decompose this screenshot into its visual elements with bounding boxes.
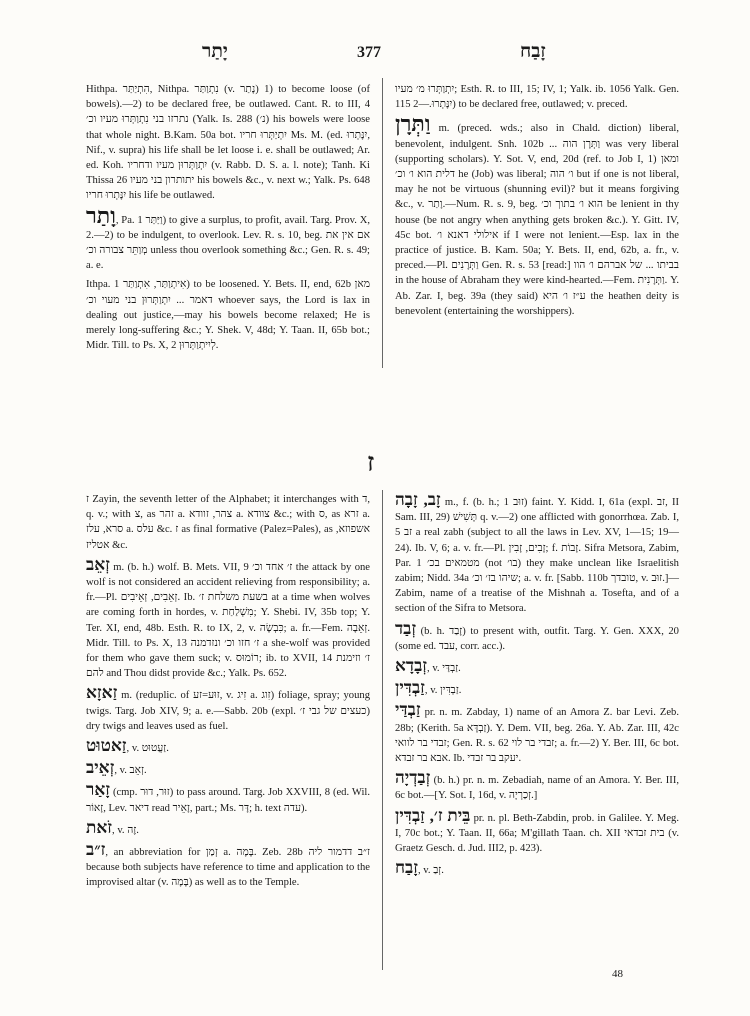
column-divider-top [382, 78, 383, 368]
signature-mark: 48 [612, 968, 623, 980]
entry-zabad [395, 618, 679, 654]
entry-text: m. (b. h.) wolf. B. Mets. VII, 9 ז׳ אחד וכ׳ the attack by one wolf is not considered an accident relieving from responsibility; a. fr.—Pl. זְאֵבִים, זְאֵיבִים. Ib. בשעת משלחת ז׳ at a time when wolves are coming forth in hordes, v. מִשְׁלַחַת; Y. Shebi. IV, 35b top; Y. Ter. XI, end, 48b. Esth. R. to IX, 2, v. כִּבְשָׂה; a. fr.—Fem. זְאֵבָה. Midr. Till. to Ps. X, 13 ז׳ חזו וכ׳ ונזדמנה a she-wolf was provided for them who gave them suck; v. רוֹמוּס; ib. to XVII, 14 ז׳ וזימנת להם and Thou didst provide &c.; Yalk. Ps. 652. [86, 561, 371, 680]
entry-vatran [395, 111, 680, 319]
headword: זַבְדִּין [395, 678, 425, 698]
column-bottom-right [395, 492, 679, 882]
headword: בֵּית ז׳, זַבְדִּין [395, 805, 471, 825]
entry-text: pr. n. m. Zabday, 1) name of an Amora Z. bar Levi. Zeb. 28b; (Kerith. 5a זַבְדָּא). Y. Dem. VII, beg. 26a. Y. Ab. Zar. III, 42c זבדי בר לוואי; Gen. R. s. 62 זבדי בר לוי; a. fr.—2) Y. Ber. III, 6c bot. אבא בר זבדא. Ib. יעקב בר זבדי. [395, 707, 680, 765]
entry-zabah [395, 860, 679, 878]
entry-zaza [86, 685, 370, 734]
headword: זְבַד [395, 618, 417, 638]
headword: זָבַח [395, 858, 418, 878]
entry-vatar [86, 202, 371, 274]
headword: זְבָדָא [395, 656, 428, 676]
entry-zebada [395, 658, 679, 676]
headword: זְאֵב [86, 554, 110, 574]
entry-text: , Pa. וַיַּתַּר 1) to give a surplus, to profit, avail. Targ. Prov. X, 2.—2) to be indulgent, to overlook. Lev. R. s. 10, beg. אם אין את מְוַתֵּר צבורה וכ׳ unless thou overlook something &c.; Gen. R. s. 49; a. e. [86, 214, 371, 272]
entry-text: , v. זֶה. [112, 824, 139, 836]
entry-text: , v. זַעֲטוּט. [126, 743, 169, 755]
entry-zot [86, 817, 370, 838]
entry-text: , v. זְבַ. [418, 865, 444, 877]
entry-zav [395, 492, 679, 617]
entry-zabdai [395, 702, 679, 766]
entry-zayin: ז Zayin, the seventh letter of the Alphabet; it interchanges with ד, q. v.; with צ, as זהר a. צהר, זוודא a. צוודא &c.; with ס, as זרא a. סרא, עלז a. עלס &c. ז as final formative (Palez=Pales), as אשפוזא, אטליז &c. [86, 494, 370, 551]
entry-zeev [86, 554, 371, 682]
entry-zaiv [86, 760, 370, 778]
entry-hithpa: Hithpa. הִתְיַתַּר, Nithpa. נִתְוַתַּר (v. נָתַר) 1) to become loose (of bowels).—2) to be declared free, be outlawed. Cant. R. to III, 4 נתרזו בני נִתְוַתְּרוּ מעיו וכ׳ (Yalk. Is. 288 (נ׳) his bowels were loose that whole night. B.Kam. 50a bot. יִתְיַתְּרוּ חריו Ms. M. (ed. יִנָּתְרוּ, Nif., v. supra) his life shall be let loose i. e. shall be outlawed; Ar. ed. Koh. יִתְוַתְּרוּן מעיו ודחריו (v. Rabb. D. S. a. l. note); Tanh. Ki Thissa 26 יתותרון בני מעיו his bowels &c., v. next w.; Yalk. Ps. 648 יִנָּתְרוּ חריו his life be outlawed. [86, 84, 370, 202]
headword: זְאֵיב [86, 758, 115, 778]
column-top-left [86, 82, 370, 357]
headword: ז״ב [86, 840, 106, 860]
entry-continuation: יִתְוַתְּרוּ מ׳ מעיו; Esth. R. to III, 15; IV, 1; Yalk. ib. 1056 Yalk. Gen. 115 יִנָּתְרוּ.—2) to be declared free, outlawed; v. preced. [395, 84, 679, 111]
entry-text: m. (reduplic. of זוּע=זע, v. זִיג a. זִוג) foliage, spray; young twigs. Targ. Job XIV, 9; a. e.—Sabb. 20b (expl. כעצים של גבי ז׳) dry twigs and leaves used as fuel. [86, 690, 371, 732]
headword: זַבְדַּי [395, 700, 421, 720]
entry-text: m. (preced. wds.; also in Chald. diction) liberal, benevolent, indulgent. Snh. 102b ... וַתְּרָן הוה was very liberal (supporting scholars). Y. Sot. V, end, 20d (ref. to Job I, 1) ומאן דלית הוא ו׳ וכ׳ he (Job) was liberal; ו׳ הוה but if one is not liberal, may he not be virtuous (shunning evil)? but it means forgiving &c., v. וָתַר.—Num. R. s. 9, beg. הוא ו׳ בתוך וכ׳ be lenient in thy house (be not angry when anything gets broken &c.). Y. Gitt. IV, 45c bot. אילולי דאנא ו׳ if I were not lenient.—Esp. lax in the practice of justice. B. Kam. 50a; Y. Bets. II, end, 62b, a. fr., v. preced.—Pl. וַתְּרָנִים Gen. R. s. 53 [read:] בביתו ... של אברהם ו׳ הוו in the house of Abraham they were kind-hearted.—Fem. וַתְּרָנִית. Y. Ab. Zar. I, beg. 39a (they said) ע״ז ו׳ היא the heathen deity is benevolent (entertaining the worshippers). [395, 123, 680, 317]
running-head-right: זָבַח [520, 40, 546, 62]
entry-zaar [86, 782, 370, 815]
entry-text: (b. h.) pr. n. m. Zebadiah, name of an Amora. Y. Ber. III, 6c bot.—[Y. Sot. I, 16d, v. זְכַרְיָה.] [395, 775, 679, 802]
entry-text: , v. זַבְדִּין. [424, 685, 462, 697]
entry-zb [86, 842, 370, 891]
headword: זָאַר [86, 780, 111, 800]
entry-zebadya [395, 770, 679, 803]
headword: זָב, זָבָה [395, 490, 441, 509]
page-number: 377 [357, 44, 381, 61]
entry-text: (cmp. זוּר, דוּר) to pass around. Targ. Job XXVIII, 8 (ed. Wil. זָאוֹר, Lev. דיאר read זָאֵיר, part.; Ms. דָּר; h. text עדה). [86, 787, 370, 814]
entry-text: , v. זַבְדַּי. [427, 663, 461, 675]
headword: וַתְּרָן [395, 111, 431, 137]
headword: זֹאת [86, 817, 113, 837]
running-head-left: יָתַר [202, 40, 228, 62]
column-bottom-left [86, 492, 370, 895]
headword: וָתַר [86, 202, 116, 228]
entry-ithpa: Ithpa. אִיתְוַתַּר, אִתְוַתַּר 1) to be loosened. Y. Bets. II, end, 62b מאן דאמר ... יִתְוַתְּרוּן בני מעוי וכ׳ whoever says, the Lord is lax in dealing out justice,—may his bowels become relaxed; He is merely long-suffering &c.; Y. Shek. V, 48d; Y. Taan. II, 65b bot.; Midr. Till. to Ps. X, 2 לְיִיתְוַתְּרוּן. [86, 279, 370, 352]
headword: זַאטוּט [86, 736, 127, 756]
entry-text: (b. h. זָבַד) to present with, outfit. Targ. Y. Gen. XXX, 20 (some ed. עבד, corr. acc.). [395, 625, 679, 652]
entry-text: m., f. (b. h.; זוּב 1) faint. Y. Kidd. I, 61a (expl. זב, II Sam. III, 29) תָּשִׁישׁ q. v.—2) one afflicted with gonorrhœa. Zab. I, 5 זב a real zabh (subject to all the laws in Lev. XV, 1—15; 19—24). Ib. V, 6; a. v. fr.—Pl. זָבִים, זָבִין; f. זָבוֹת. Sifra Metsora, Zabim, Par. 1 מטמאים בכ׳ (not בו׳) they make unclean like Israelitish zabim; Nidd. 34a שיהו בז׳ וכ׳; a. v. fr. [Sabb. 110b טובדך, v. זוּב.]—Zabim, name of a treatise of the Mishnah a. Tosefta, and of a section of the Sifra to Metsora. [395, 497, 680, 615]
entry-text: , v. זְאֵב. [114, 765, 147, 777]
entry-zebadin [395, 680, 679, 698]
section-letter: ז [367, 448, 375, 478]
headword: זְבַדְיָה [395, 768, 431, 788]
entry-text: , an abbreviation for זְמַן a. בָּמָה. Zeb. 28b ז״ב דדמור ליה because both subjects have reference to time and application to the improvised altar (v. בָּמָה) as well as to the Temple. [86, 847, 370, 889]
entry-bethzabdin [395, 805, 679, 857]
column-top-right [395, 82, 679, 323]
column-divider-bottom [382, 490, 383, 970]
entry-text: pr. n. pl. Beth-Zabdin, prob. in Galilee. Y. Meg. I, 70c bot.; Y. Taan. II, 66a; M'gillath Taan. ch. XII בית זבדאי (v. Graetz Gesch. d. Jud. III2, p. 423). [395, 812, 679, 855]
entry-zaatut [86, 738, 370, 756]
headword: זַאזָא [86, 683, 118, 703]
